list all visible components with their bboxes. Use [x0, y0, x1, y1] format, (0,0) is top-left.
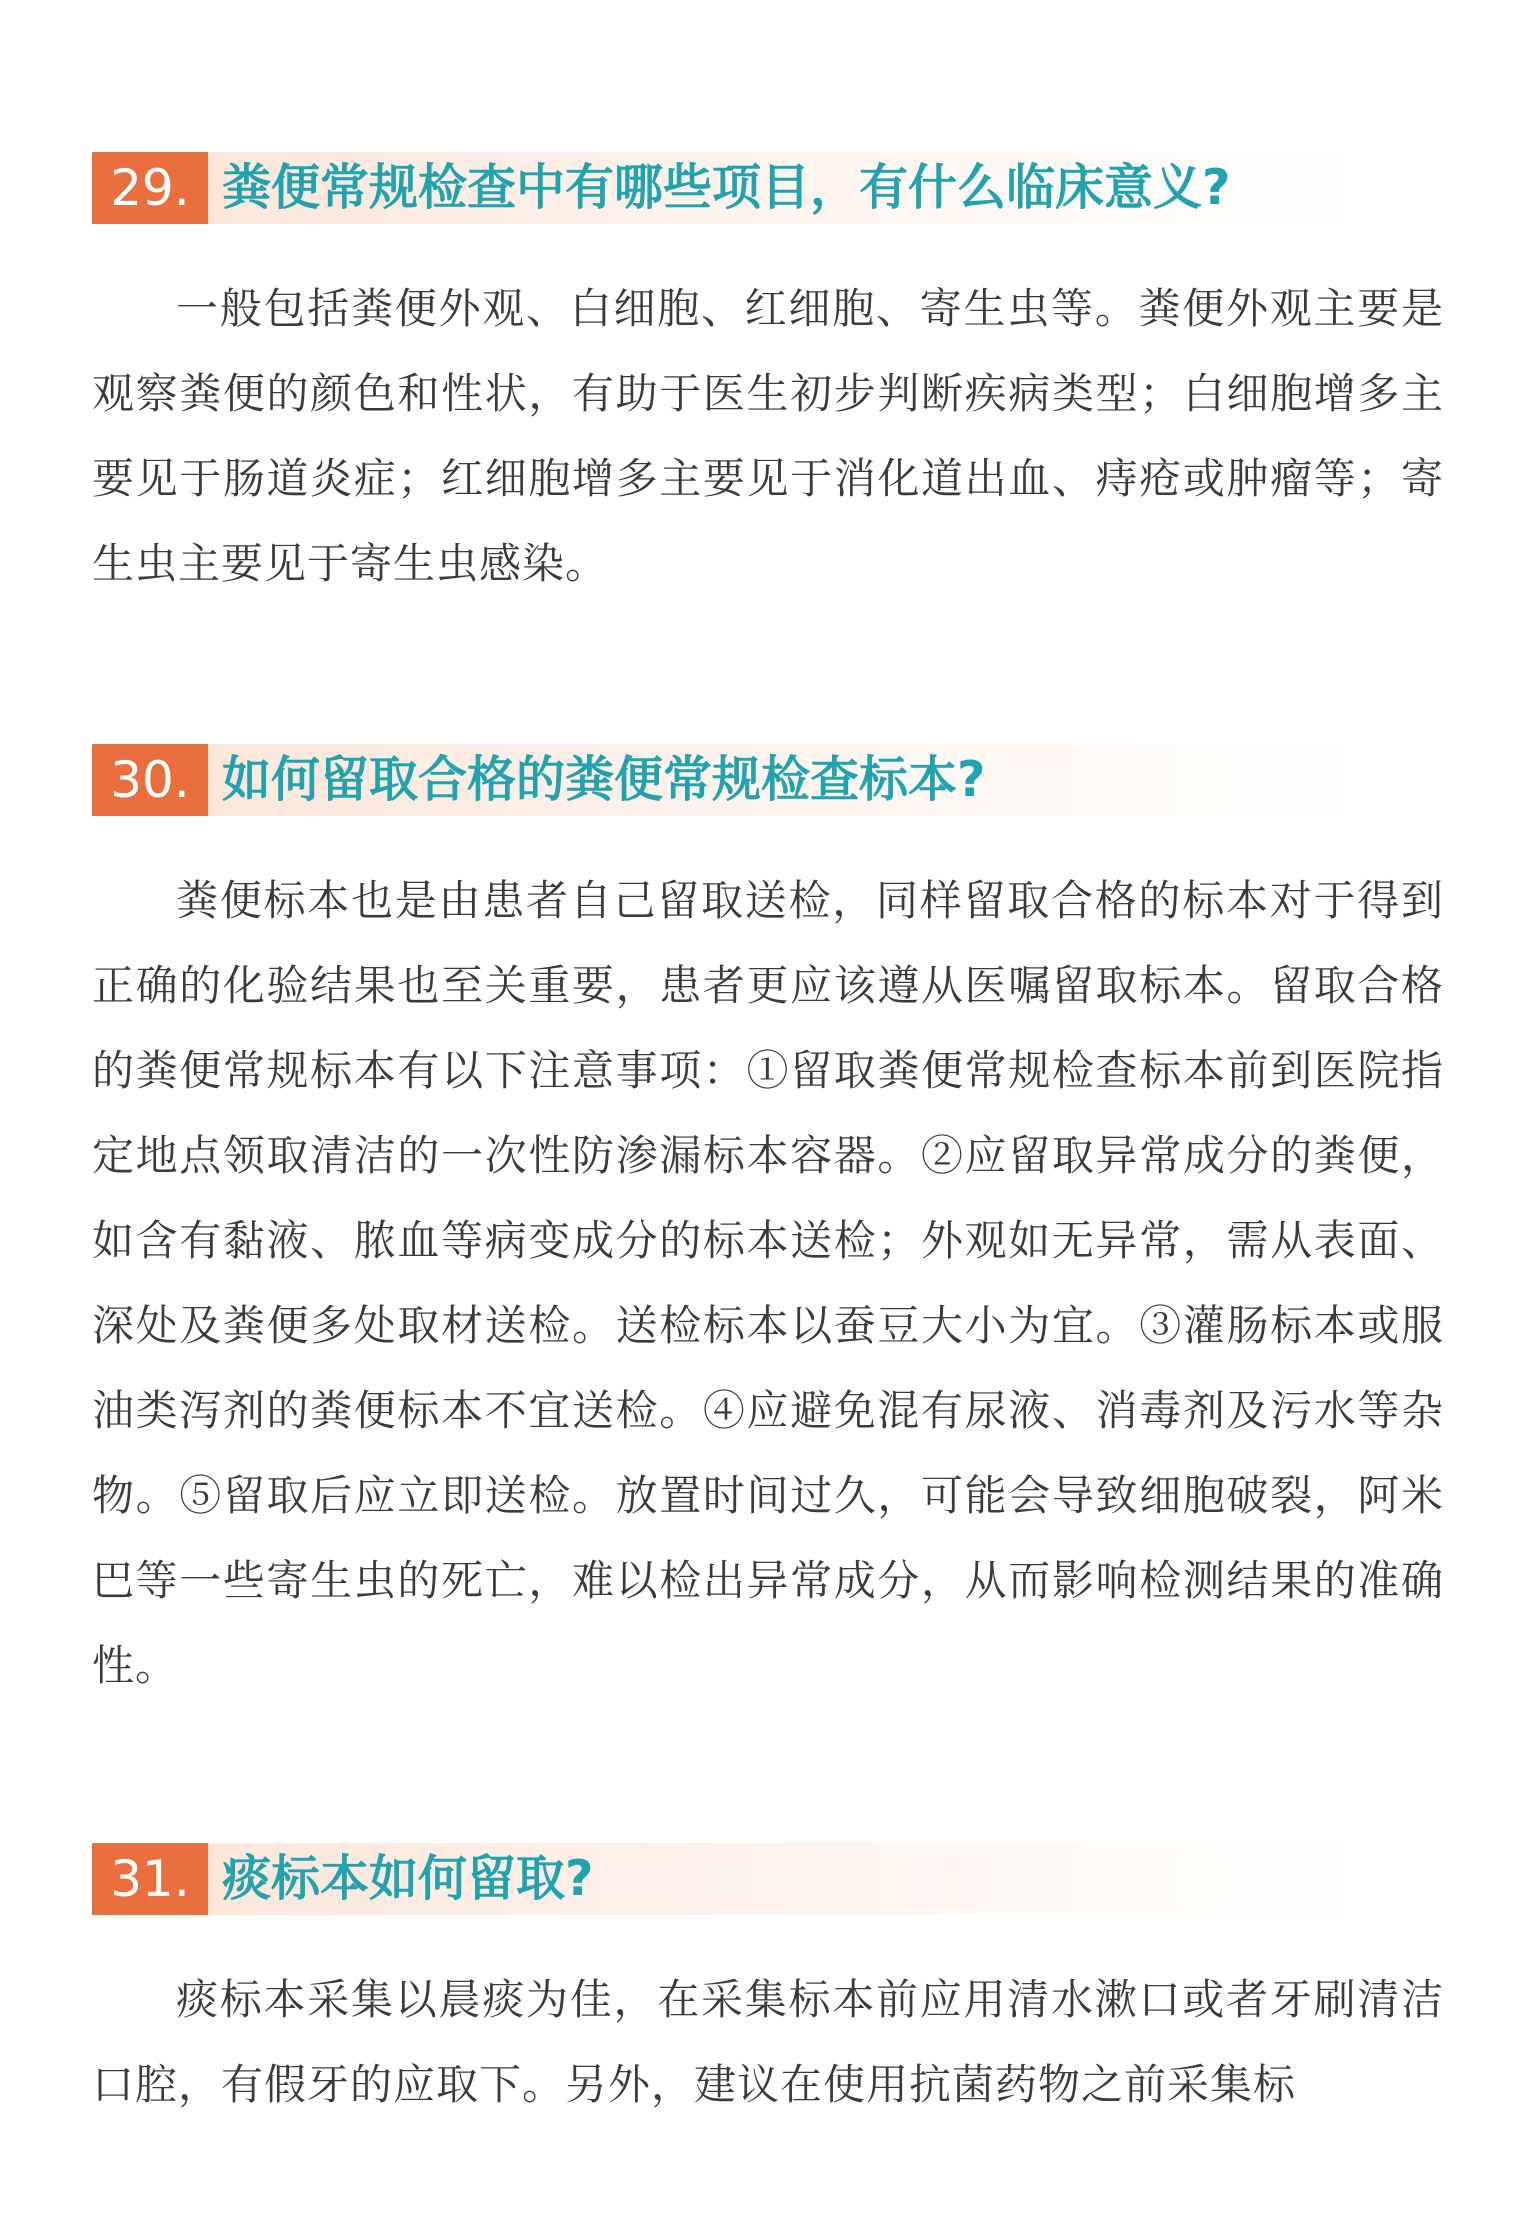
section-number: 31.	[92, 1843, 208, 1915]
section-heading	[92, 1843, 1362, 1915]
section-31	[92, 1843, 1444, 2127]
section-heading	[92, 152, 1362, 224]
section-body: 痰标本采集以晨痰为佳，在采集标本前应用清水漱口或者牙刷清洁口腔，有假牙的应取下。另外，建议在使用抗菌药物之前采集标	[92, 1975, 1444, 2109]
section-heading	[92, 744, 1362, 816]
section-title: 粪便常规检查中有哪些项目，有什么临床意义?	[222, 159, 1231, 216]
section-30	[92, 744, 1444, 1708]
section-number: 30.	[92, 744, 208, 816]
section-29	[92, 152, 1444, 606]
section-title: 如何留取合格的粪便常规检查标本?	[222, 751, 986, 808]
section-title: 痰标本如何留取?	[222, 1850, 594, 1907]
section-body: 粪便标本也是由患者自己留取送检，同样留取合格的标本对于得到正确的化验结果也至关重要，患者更应该遵从医嘱留取标本。留取合格的粪便常规标本有以下注意事项：①留取粪便常规检查标本前到医院指定地点领取清洁的一次性防渗漏标本容器。②应留取异常成分的粪便，如含有黏液、脓血等病变成分的标本送检；外观如无异常，需从表面、深处及粪便多处取材送检。送检标本以蚕豆大小为宜。③灌肠标本或服油类泻剂的粪便标本不宜送检。④应避免混有尿液、消毒剂及污水等杂物。⑤留取后应立即送检。放置时间过久，可能会导致细胞破裂，阿米巴等一些寄生虫的死亡，难以检出异常成分，从而影响检测结果的准确性。	[92, 876, 1444, 1690]
section-number: 29.	[92, 152, 208, 224]
section-body: 一般包括粪便外观、白细胞、红细胞、寄生虫等。粪便外观主要是观察粪便的颜色和性状，有助于医生初步判断疾病类型；白细胞增多主要见于肠道炎症；红细胞增多主要见于消化道出血、痔疮或肿瘤等；寄生虫主要见于寄生虫感染。	[92, 284, 1444, 588]
